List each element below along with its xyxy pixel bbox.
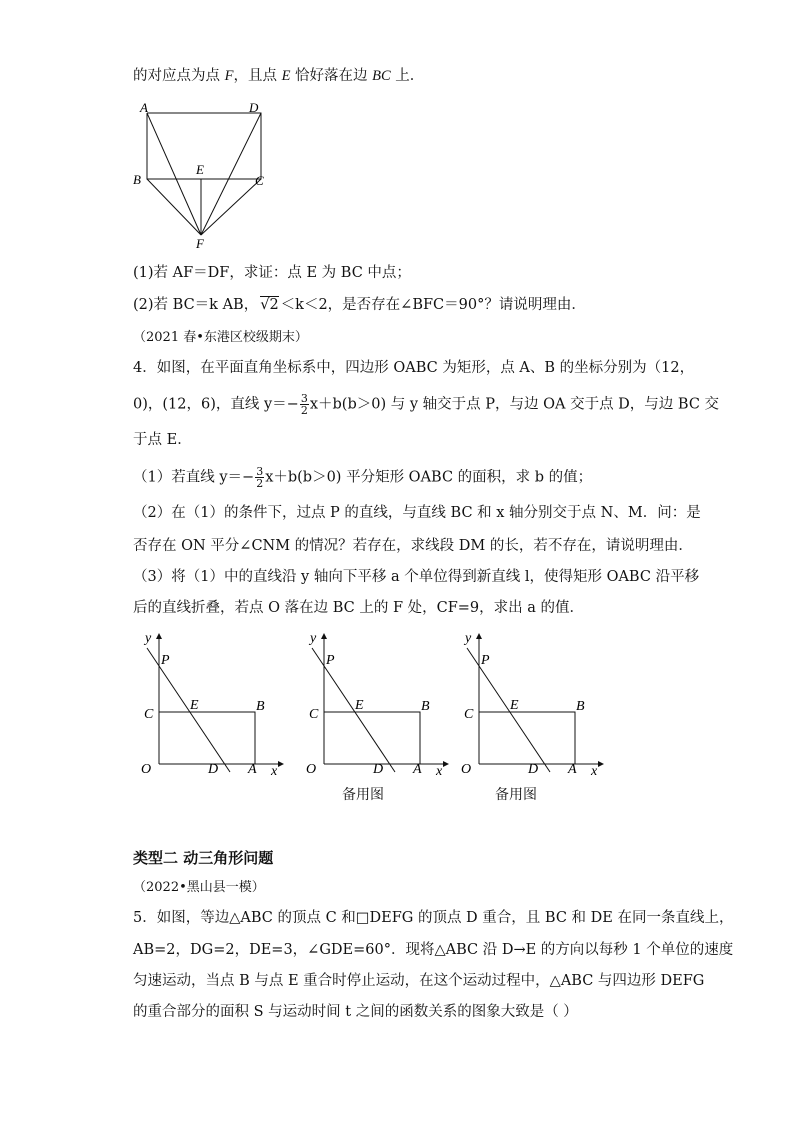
vertex-label-b: B [133,172,141,187]
point-label-e: E [510,698,519,713]
point-label-p: P [481,653,490,668]
problem-4-line-2 [133,393,719,416]
backup-figure-caption-1: 备用图 [342,787,384,803]
point-label-a: A [248,762,257,777]
point-label-b: B [256,699,265,714]
point-label-c: C [464,707,474,722]
axis-label-y: y [465,631,472,646]
point-label-e: E [355,698,364,713]
text-segment: 的对应点为点 [133,68,225,84]
text-segment: 恰好落在边 [290,68,373,84]
vertex-label-a: A [140,100,148,115]
point-label-o: O [306,762,317,777]
problem-5-line-4: 的重合部分的面积 S 与运动时间 t 之间的函数关系的图象大致是（ ） [133,1004,578,1020]
coordinate-graph-backup-2 [455,628,615,783]
folding-figure [128,96,278,256]
text-segment: 上． [390,68,425,84]
point-label-o: O [141,762,152,777]
point-label-c: C [144,707,154,722]
problem-4-part-3-line-2: 后的直线折叠，若点 O 落在边 BC 上的 F 处，CF=9，求出 a 的值． [133,600,585,616]
problem-4-line-1: 4．如图，在平面直角坐标系中，四边形 OABC 为矩形，点 A、B 的坐标分别为（12， [133,360,695,376]
problem-5-source: （2022•黑山县一模） [133,880,265,895]
vertex-label-d: D [249,100,259,115]
fraction-three-halves [255,466,264,489]
axis-label-x: x [436,764,443,779]
text-segment: ，且点 [233,68,282,84]
point-label-b: B [421,699,430,714]
vertex-label-f: F [196,236,204,251]
problem-3-part-2 [133,295,586,315]
text-segment: x＋b(b＞0) 与 y 轴交于点 P，与边 OA 交于点 D，与边 BC 交 [309,396,720,413]
problem-4-part-2-line-1: （2）在（1）的条件下，过点 P 的直线，与直线 BC 和 x 轴分别交于点 N、M．问：是 [133,505,701,521]
problem-5-line-3: 匀速运动，当点 B 与点 E 重合时停止运动，在这个运动过程中，△ABC 与四边形 DEFG [133,973,705,989]
segment-label-bc: BC [372,68,391,84]
axis-label-y: y [310,631,317,646]
point-label-d: D [208,762,219,777]
point-label-e: E [281,68,291,84]
point-label-p: P [326,653,335,668]
problem-4-part-1 [133,466,592,489]
text-segment: ＜k＜2，是否存在∠BFC＝90°？请说明理由． [280,297,586,313]
problem-4-source: （2021 春•东港区校级期末） [133,330,308,345]
backup-figure-caption-2: 备用图 [495,787,537,803]
point-label-c: C [309,707,319,722]
point-label-f: F [224,68,234,84]
problem-5-line-2: AB=2，DG=2，DE=3，∠GDE=60°．现将△ABC 沿 D→E 的方向以每秒 1 个单位的速度 [133,942,734,958]
sqrt-two: √2 [260,297,279,313]
text-segment: (2)若 BC＝k AB， [133,297,259,313]
problem-5-line-1: 5．如图，等边△ABC 的顶点 C 和□DEFG 的顶点 D 重合，且 BC 和 DE 在同一条直线上， [133,910,734,926]
fraction-numerator: 3 [256,465,264,478]
point-label-a: A [568,762,577,777]
fraction-denominator: 2 [256,477,264,490]
point-label-a: A [413,762,422,777]
vertex-label-c: C [255,173,264,188]
problem-4-line-3: 于点 E． [133,432,192,448]
axis-label-x: x [591,764,598,779]
problem-4-part-2-line-2: 否存在 ON 平分∠CNM 的情况？若存在，求线段 DM 的长，若不存在，请说明理由． [133,538,693,554]
point-label-e: E [190,698,199,713]
problem-4-part-3-line-1: （3）将（1）中的直线沿 y 轴向下平移 a 个单位得到新直线 l，使得矩形 OABC 沿平移 [133,569,700,585]
axis-label-y: y [145,631,152,646]
coordinate-graph-backup-1 [300,628,460,783]
point-label-b: B [576,699,585,714]
vertex-label-e: E [196,162,204,177]
axis-label-x: x [271,764,278,779]
fraction-three-halves [300,393,309,416]
point-label-p: P [161,653,170,668]
text-segment: x＋b(b＞0) 平分矩形 OABC 的面积，求 b 的值； [265,469,593,486]
fraction-numerator: 3 [300,392,308,405]
point-label-o: O [461,762,472,777]
problem-3-part-1: (1)若 AF＝DF，求证：点 E 为 BC 中点； [133,265,411,281]
text-segment: （1）若直线 y＝− [133,469,255,486]
point-label-d: D [528,762,539,777]
text-segment: 0)，(12，6)，直线 y＝− [133,396,299,413]
section-heading: 类型二 动三角形问题 [133,849,274,867]
problem-3-continuation [133,66,424,86]
fraction-denominator: 2 [300,404,308,417]
point-label-d: D [373,762,384,777]
coordinate-graph-main [135,628,295,783]
